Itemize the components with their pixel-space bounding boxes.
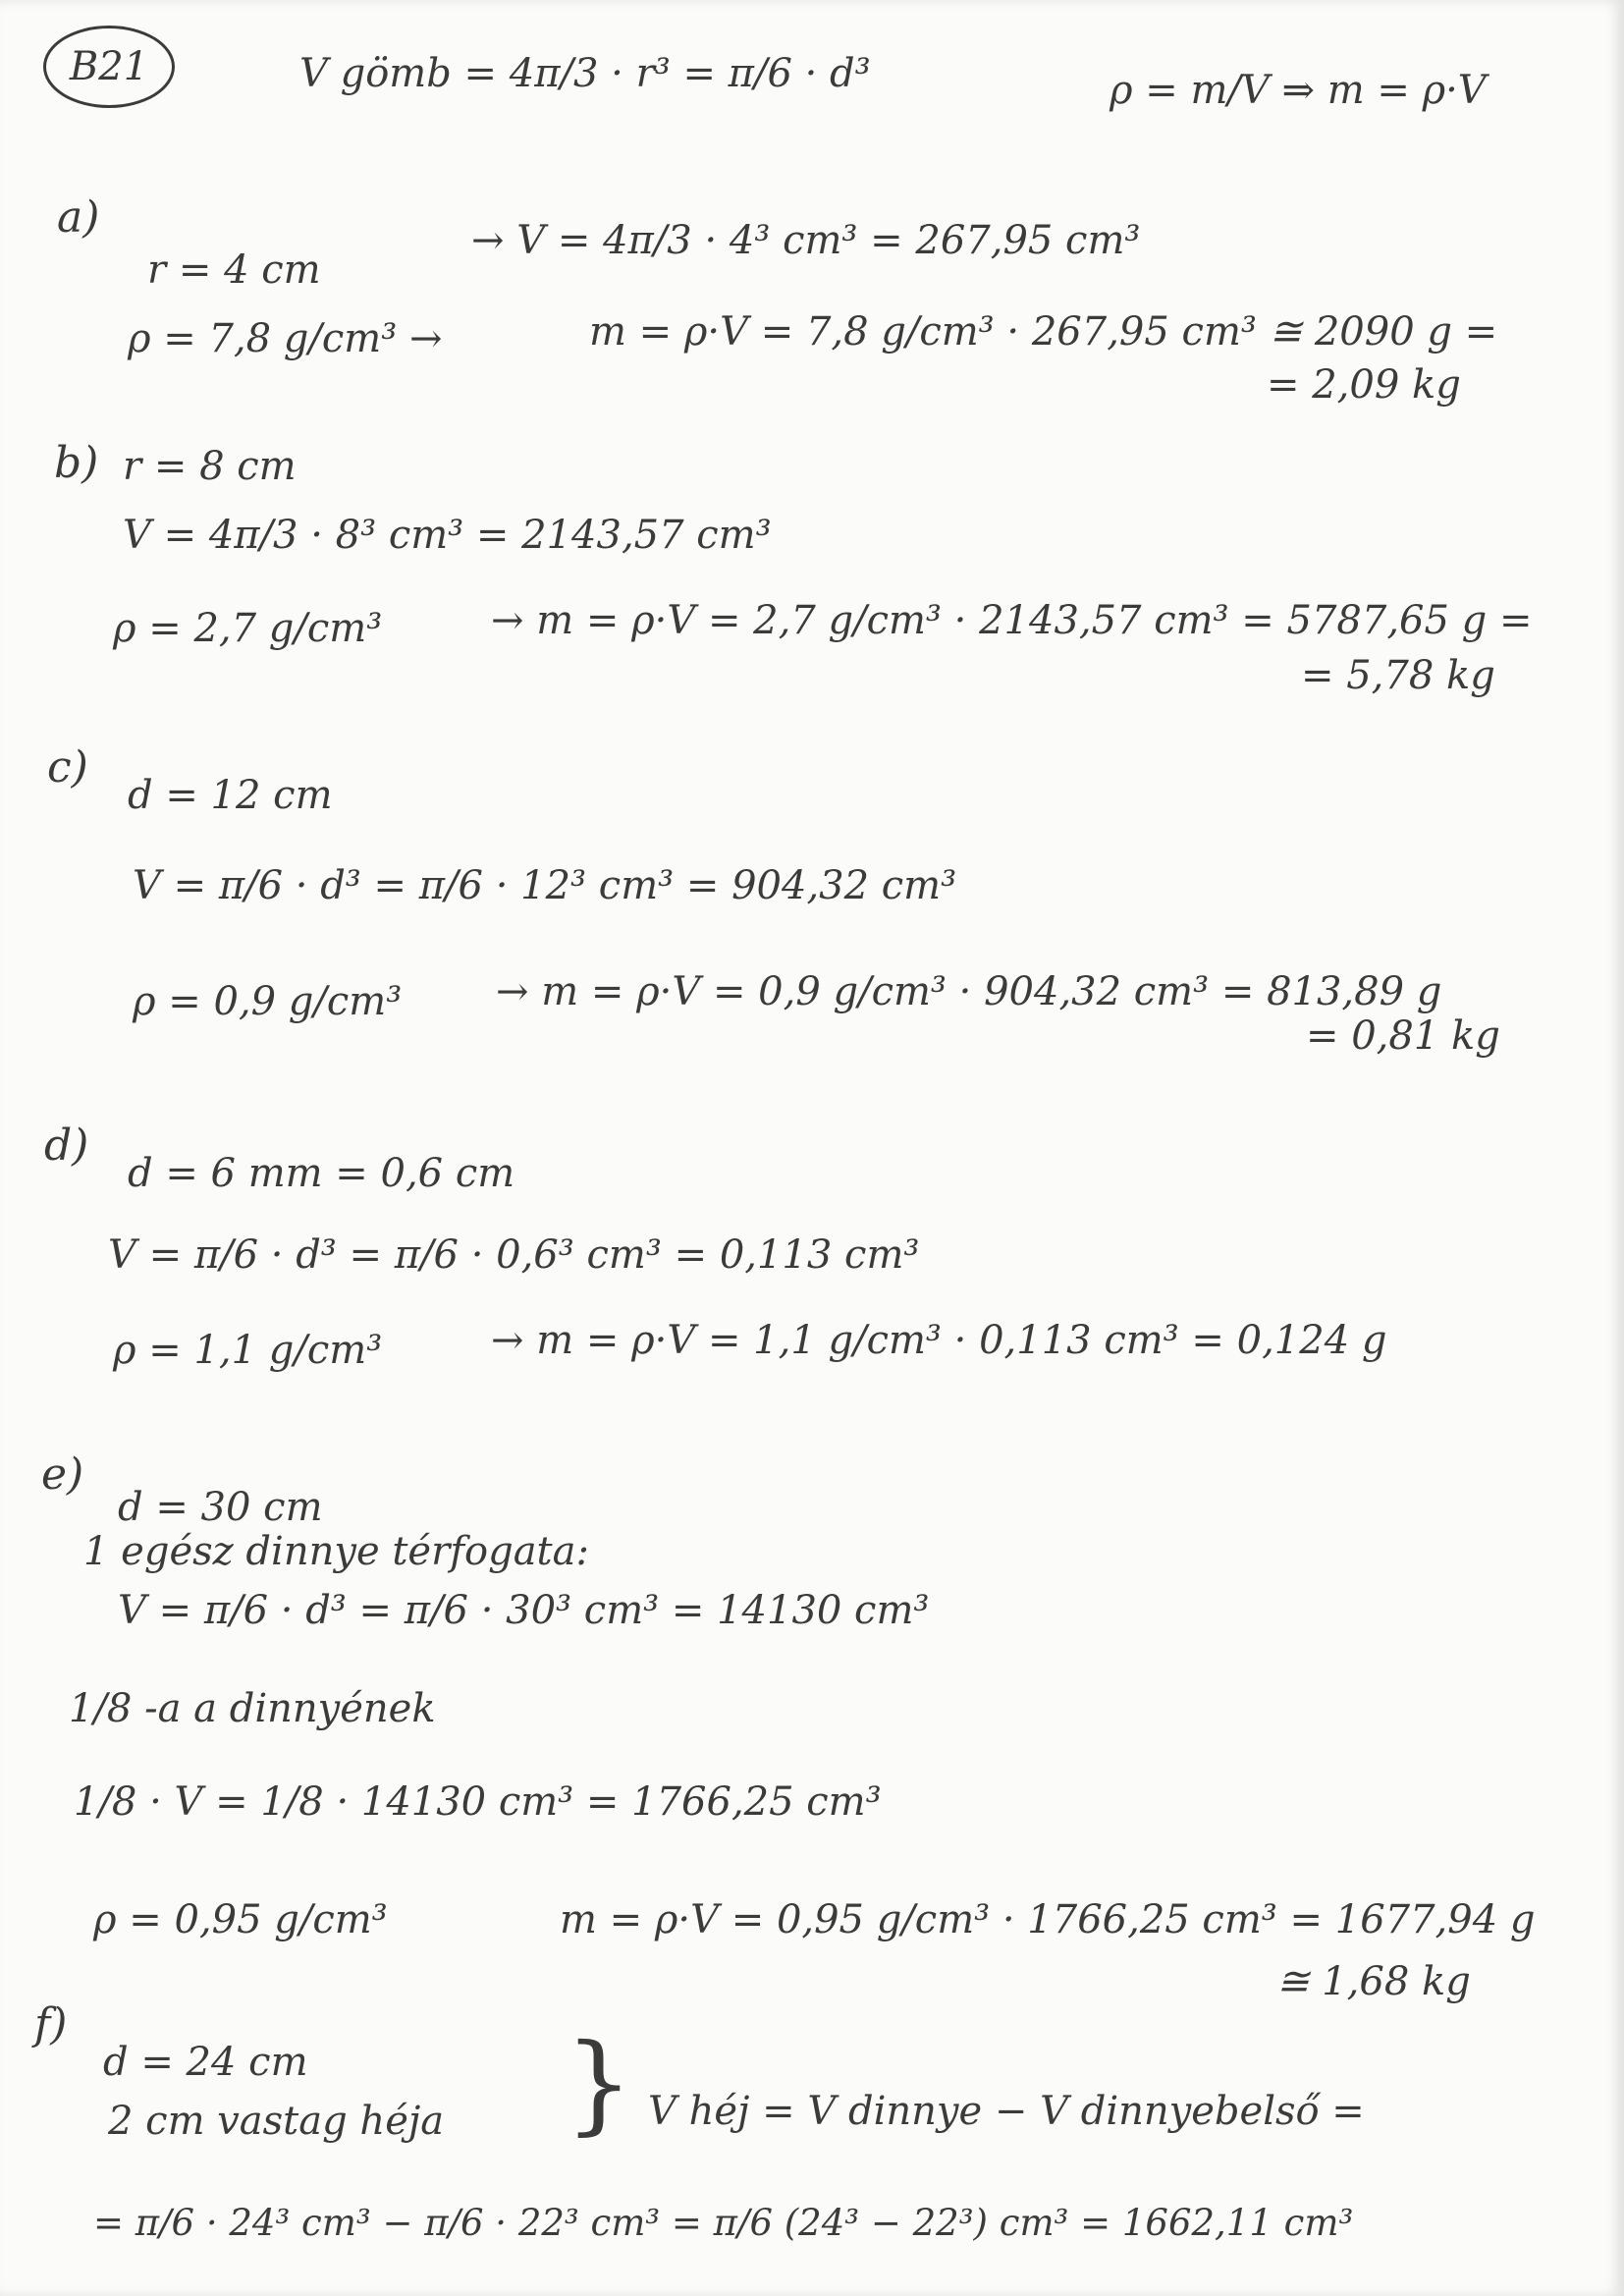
part-e-whole-melon: 1 egész dinnye térfogata: <box>83 1529 589 1574</box>
part-e-density: ρ = 0,95 g/cm³ <box>93 1897 388 1942</box>
density-formula: ρ = m/V ⇒ m = ρ·V <box>1110 68 1487 113</box>
part-a-mass: m = ρ·V = 7,8 g/cm³ · 267,95 cm³ ≅ 2090 g = <box>589 309 1498 355</box>
curly-brace: } <box>565 2020 633 2146</box>
part-d-volume: V = π/6 · d³ = π/6 · 0,6³ cm³ = 0,113 cm³ <box>108 1232 920 1278</box>
part-e-eighth-volume: 1/8 · V = 1/8 · 14130 cm³ = 1766,25 cm³ <box>74 1779 882 1825</box>
volume-formula: V gömb = 4π/3 · r³ = π/6 · d³ <box>299 51 871 96</box>
part-d-density: ρ = 1,1 g/cm³ <box>113 1328 383 1373</box>
part-c-density: ρ = 0,9 g/cm³ <box>133 979 403 1024</box>
part-a-radius: r = 4 cm <box>147 247 321 293</box>
part-f-label: f) <box>34 1999 68 2050</box>
part-f-rind: 2 cm vastag héja <box>108 2099 445 2144</box>
part-c-label: c) <box>47 742 88 793</box>
part-c-mass: → m = ρ·V = 0,9 g/cm³ · 904,32 cm³ = 813,89 g <box>496 969 1442 1014</box>
part-e-mass-kg: ≅ 1,68 kg <box>1276 1959 1471 2004</box>
part-b-label: b) <box>54 438 99 488</box>
part-a-mass-kg: = 2,09 kg <box>1267 362 1461 408</box>
part-d-mass: → m = ρ·V = 1,1 g/cm³ · 0,113 cm³ = 0,124 g <box>491 1318 1387 1363</box>
part-b-density: ρ = 2,7 g/cm³ <box>113 606 383 651</box>
part-e-diameter: d = 30 cm <box>118 1485 323 1530</box>
part-b-volume: V = 4π/3 · 8³ cm³ = 2143,57 cm³ <box>123 513 772 558</box>
part-e-label: e) <box>41 1449 84 1500</box>
part-a-density: ρ = 7,8 g/cm³ → <box>128 316 443 361</box>
part-d-label: d) <box>44 1121 89 1171</box>
part-c-diameter: d = 12 cm <box>128 773 333 818</box>
part-a-volume: → V = 4π/3 · 4³ cm³ = 267,95 cm³ <box>471 218 1141 263</box>
part-f-diameter: d = 24 cm <box>103 2040 308 2085</box>
part-f-rind-volume: V héj = V dinnye − V dinnyebelső = <box>648 2089 1365 2134</box>
part-c-mass-kg: = 0,81 kg <box>1306 1013 1500 1059</box>
part-d-diameter: d = 6 mm = 0,6 cm <box>128 1151 515 1196</box>
part-f-calculation: = π/6 · 24³ cm³ − π/6 · 22³ cm³ = π/6 (24³ − 22³) cm³ = 1662,11 cm³ <box>93 2202 1354 2244</box>
part-b-radius: r = 8 cm <box>123 444 297 489</box>
part-e-eighth: 1/8 -a a dinnyének <box>69 1686 436 1731</box>
problem-number-badge: B21 <box>43 26 175 108</box>
part-e-volume: V = π/6 · d³ = π/6 · 30³ cm³ = 14130 cm³ <box>118 1588 930 1633</box>
part-a-label: a) <box>57 192 100 243</box>
part-b-mass-kg: = 5,78 kg <box>1301 653 1495 698</box>
part-b-mass: → m = ρ·V = 2,7 g/cm³ · 2143,57 cm³ = 5787,65 g = <box>491 598 1533 643</box>
part-c-volume: V = π/6 · d³ = π/6 · 12³ cm³ = 904,32 cm³ <box>133 863 957 908</box>
part-e-mass: m = ρ·V = 0,95 g/cm³ · 1766,25 cm³ = 1677,94 g <box>560 1897 1536 1942</box>
